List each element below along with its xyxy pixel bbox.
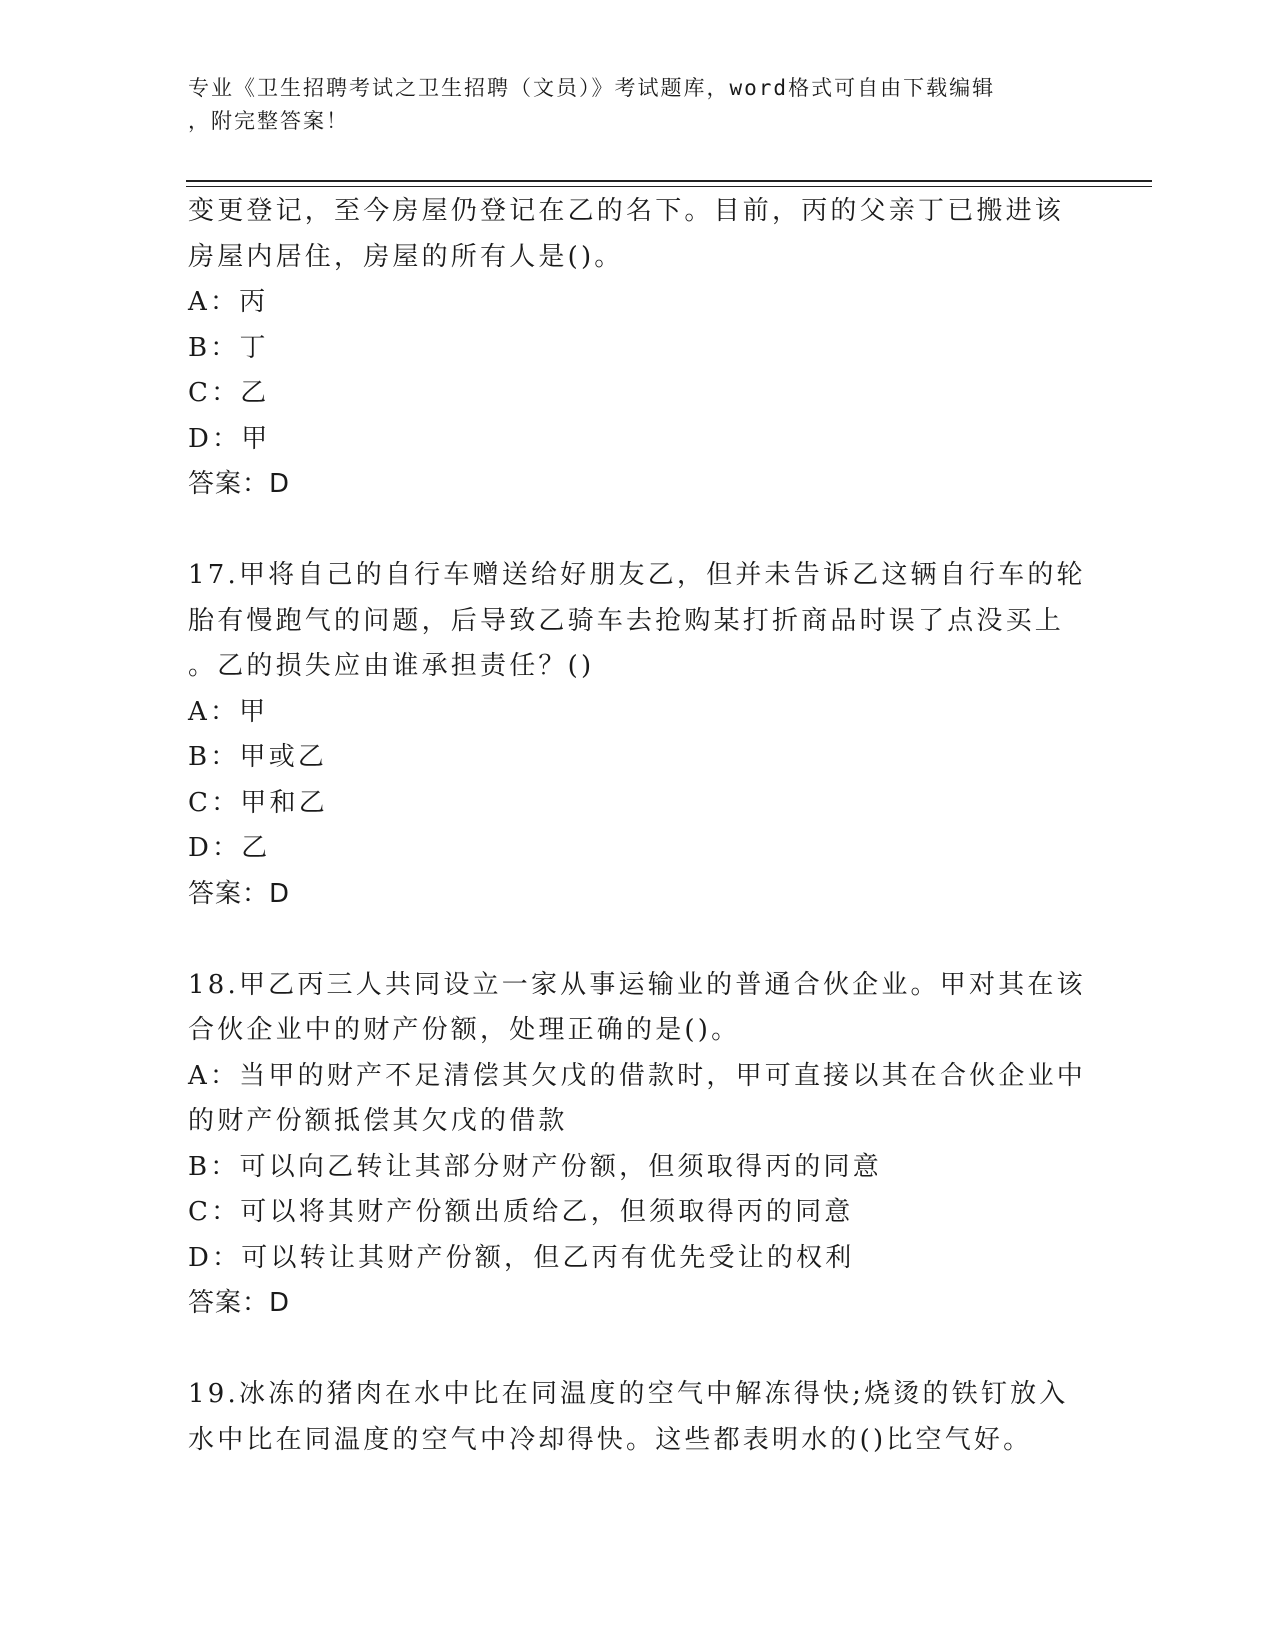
question-stem-line: 。乙的损失应由谁承担责任？() — [188, 651, 595, 681]
spacer — [188, 1327, 1088, 1373]
option-b: B：甲或乙 — [188, 742, 328, 772]
header-line-2: ，附完整答案！ — [188, 109, 349, 133]
document-header — [188, 72, 1068, 138]
option-b: B：丁 — [188, 332, 269, 363]
question-stem-line: 合伙企业中的财产份额，处理正确的是()。 — [188, 1015, 741, 1045]
question-stem-line: 变更登记，至今房屋仍登记在乙的名下。目前，丙的父亲丁已搬进该 — [188, 196, 1065, 226]
question-17 — [188, 553, 1088, 917]
spacer — [188, 508, 1088, 554]
answer-line: 答案：D — [188, 469, 291, 499]
question-stem-line: 17.甲将自己的自行车赠送给好朋友乙，但并未告诉乙这辆自行车的轮 — [188, 560, 1086, 590]
header-rule-thick — [186, 180, 1152, 182]
question-18 — [188, 963, 1088, 1327]
option-a-continued: 的财产份额抵偿其欠戊的借款 — [188, 1106, 568, 1136]
header-line-1: 专业《卫生招聘考试之卫生招聘（文员）》考试题库，word格式可自由下载编辑 — [188, 76, 996, 100]
option-d: D：甲 — [188, 423, 271, 454]
option-c: C：可以将其财产份额出质给乙，但须取得丙的同意 — [188, 1197, 854, 1227]
option-a: A：丙 — [188, 287, 269, 317]
answer-line: 答案：D — [188, 1288, 291, 1318]
question-list — [188, 189, 1088, 1463]
option-d: D：可以转让其财产份额，但乙丙有优先受让的权利 — [188, 1242, 855, 1273]
option-c: C：甲和乙 — [188, 787, 328, 818]
question-stem-line: 房屋内居住，房屋的所有人是()。 — [188, 241, 624, 272]
question-stem-line: 胎有慢跑气的问题，后导致乙骑车去抢购某打折商品时误了点没买上 — [188, 605, 1065, 636]
question-stem-line: 18.甲乙丙三人共同设立一家从事运输业的普通合伙企业。甲对其在该 — [188, 969, 1086, 1000]
question-19 — [188, 1372, 1088, 1463]
question-16 — [188, 189, 1088, 508]
question-stem-line: 水中比在同温度的空气中冷却得快。这些都表明水的()比空气好。 — [188, 1424, 1033, 1455]
option-c: C：乙 — [188, 378, 270, 408]
option-a: A：当甲的财产不足清偿其欠戊的借款时，甲可直接以其在合伙企业中 — [188, 1060, 1086, 1091]
option-a: A：甲 — [188, 696, 269, 727]
option-b: B：可以向乙转让其部分财产份额，但须取得丙的同意 — [188, 1151, 882, 1182]
spacer — [188, 917, 1088, 963]
answer-line: 答案：D — [188, 878, 291, 909]
option-d: D：乙 — [188, 833, 271, 863]
header-rule-thin — [186, 186, 1152, 187]
question-stem-line: 19.冰冻的猪肉在水中比在同温度的空气中解冻得快;烧烫的铁钉放入 — [188, 1379, 1069, 1409]
